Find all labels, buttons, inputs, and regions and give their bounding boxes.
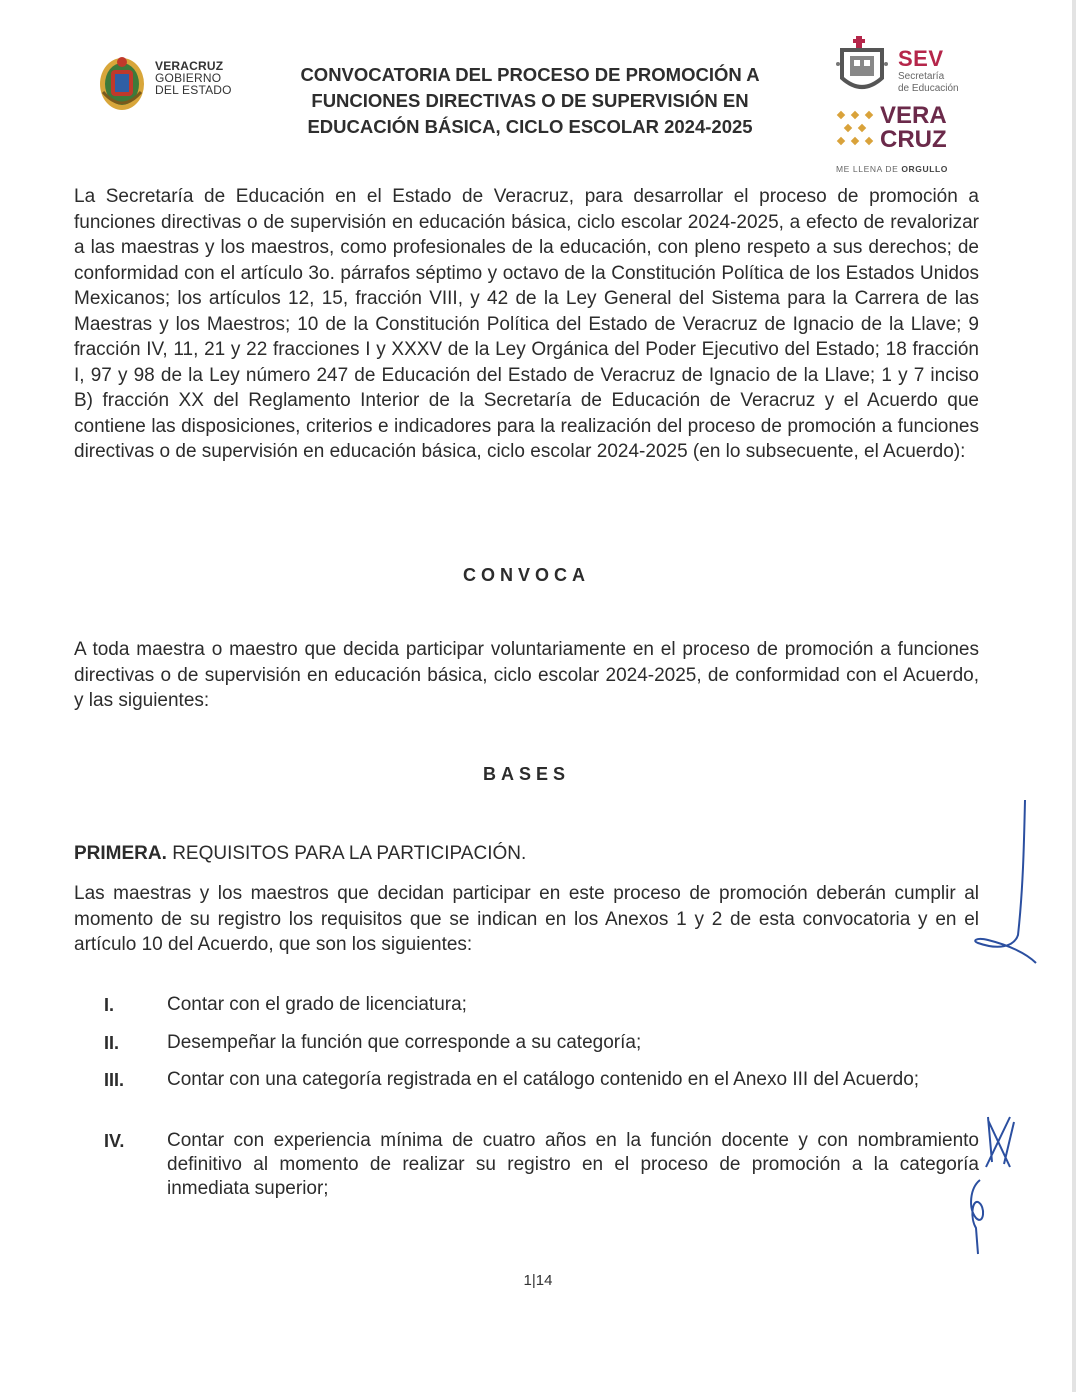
document-title xyxy=(255,62,805,140)
signature-mark-2 xyxy=(962,1178,992,1258)
left-logo-line1: VERACRUZ xyxy=(155,59,224,73)
convoca-heading: CONVOCA xyxy=(462,565,590,585)
list-item-text: Desempeñar la función que corresponde a su categoría; xyxy=(167,1032,642,1053)
sev-subtitle xyxy=(898,71,959,95)
page-edge xyxy=(1072,0,1076,1392)
slogan-bold: ORGULLO xyxy=(901,164,949,174)
title-line-3: EDUCACIÓN BÁSICA, CICLO ESCOLAR 2024-2025 xyxy=(307,116,753,137)
vera-text: VERA xyxy=(880,102,947,129)
veracruz-shield-icon xyxy=(97,52,147,112)
sev-subtitle-line1: Secretaría xyxy=(898,71,945,82)
title-line-1: CONVOCATORIA DEL PROCESO DE PROMOCIÓN A xyxy=(300,64,760,85)
primera-title xyxy=(74,843,526,865)
left-logo-line2: GOBIERNO xyxy=(155,71,222,85)
list-item-text: Contar con experiencia mínima de cuatro años en la función docente y con nombramiento definitivo al momento de realizar su registro en el proceso de promoción a la categoría inmediata superior; xyxy=(167,1130,979,1199)
veracruz-slogan xyxy=(836,164,948,174)
list-item-number: IV. xyxy=(104,1131,125,1151)
intro-paragraph: La Secretaría de Educación en el Estado de Veracruz, para desarrollar el proceso de promoción a funciones directivas o de supervisión en educación básica, ciclo escolar 2024-2025, a efecto de revalorizar a las maestras y los maestros, como profesionales de la educación, con pleno respeto a sus derechos; de conformidad con el artículo 3o. párrafos séptimo y octavo de la Constitución Política de los Estados Unidos Mexicanos; los artículos 12, 15, fracción VIII, y 42 de la Ley General del Sistema para la Carrera de las Maestras y los Maestros; 10 de la Constitución Política del Estado de Veracruz de Ignacio de la Llave; 9 fracción IV, 11, 21 y 22 fracciones I y XXXV de la Ley Orgánica del Poder Ejecutivo del Estado; 18 fracción I, 97 y 98 de la Ley número 247 de Educación del Estado de Veracruz de Ignacio de la Llave; 1 y 7 inciso B) fracción XX del Reglamento Interior de la Secretaría de Educación de Veracruz y el Acuerdo que contiene las disposiciones, criterios e indicadores para la realización del proceso de promoción a funciones directivas o de supervisión en educación básica, ciclo escolar 2024-2025 (en lo subsecuente, el Acuerdo): xyxy=(74,186,979,462)
list-item-number: I. xyxy=(104,995,115,1015)
cruz-text: CRUZ xyxy=(880,126,947,153)
title-line-2: FUNCIONES DIRECTIVAS O DE SUPERVISIÓN EN xyxy=(311,90,749,111)
veracruz-brand-text xyxy=(880,104,947,152)
left-logo-text xyxy=(155,60,232,96)
list-item-text: Contar con el grado de licenciatura; xyxy=(167,994,467,1015)
veracruz-government-logo xyxy=(97,52,237,112)
sev-logo-text: SEV xyxy=(898,46,944,71)
convoca-paragraph: A toda maestra o maestro que decida participar voluntariamente en el proceso de promoción a funciones directivas o de supervisión en educación básica, ciclo escolar 2024-2025, de conformidad con el Acuerdo, y las siguientes: xyxy=(74,639,979,711)
sev-crest-icon xyxy=(834,36,890,98)
primera-paragraph: Las maestras y los maestros que decidan participar en este proceso de promoción deberán cumplir al momento de su registro los requisitos que se indican en los Anexos 1 y 2 de esta convocatoria y en el artículo 10 del Acuerdo, que son los siguientes: xyxy=(74,883,979,955)
sev-veracruz-logo xyxy=(832,36,982,176)
signature-mark-1 xyxy=(968,795,1043,970)
list-item-number: II. xyxy=(104,1033,120,1053)
list-item-number: III. xyxy=(104,1070,125,1090)
slogan-light: ME LLENA DE xyxy=(836,164,899,174)
veracruz-pattern-icon xyxy=(834,108,876,148)
left-logo-line3: DEL ESTADO xyxy=(155,83,232,97)
initials-mark xyxy=(980,1112,1020,1172)
primera-title-text: REQUISITOS PARA LA PARTICIPACIÓN. xyxy=(172,843,527,864)
primera-label: PRIMERA. xyxy=(74,843,167,864)
sev-subtitle-line2: de Educación xyxy=(898,83,959,94)
bases-heading: BASES xyxy=(482,764,570,784)
page-number: 1|14 xyxy=(523,1272,553,1289)
list-item-text: Contar con una categoría registrada en el catálogo contenido en el Anexo III del Acuerdo; xyxy=(167,1069,920,1090)
